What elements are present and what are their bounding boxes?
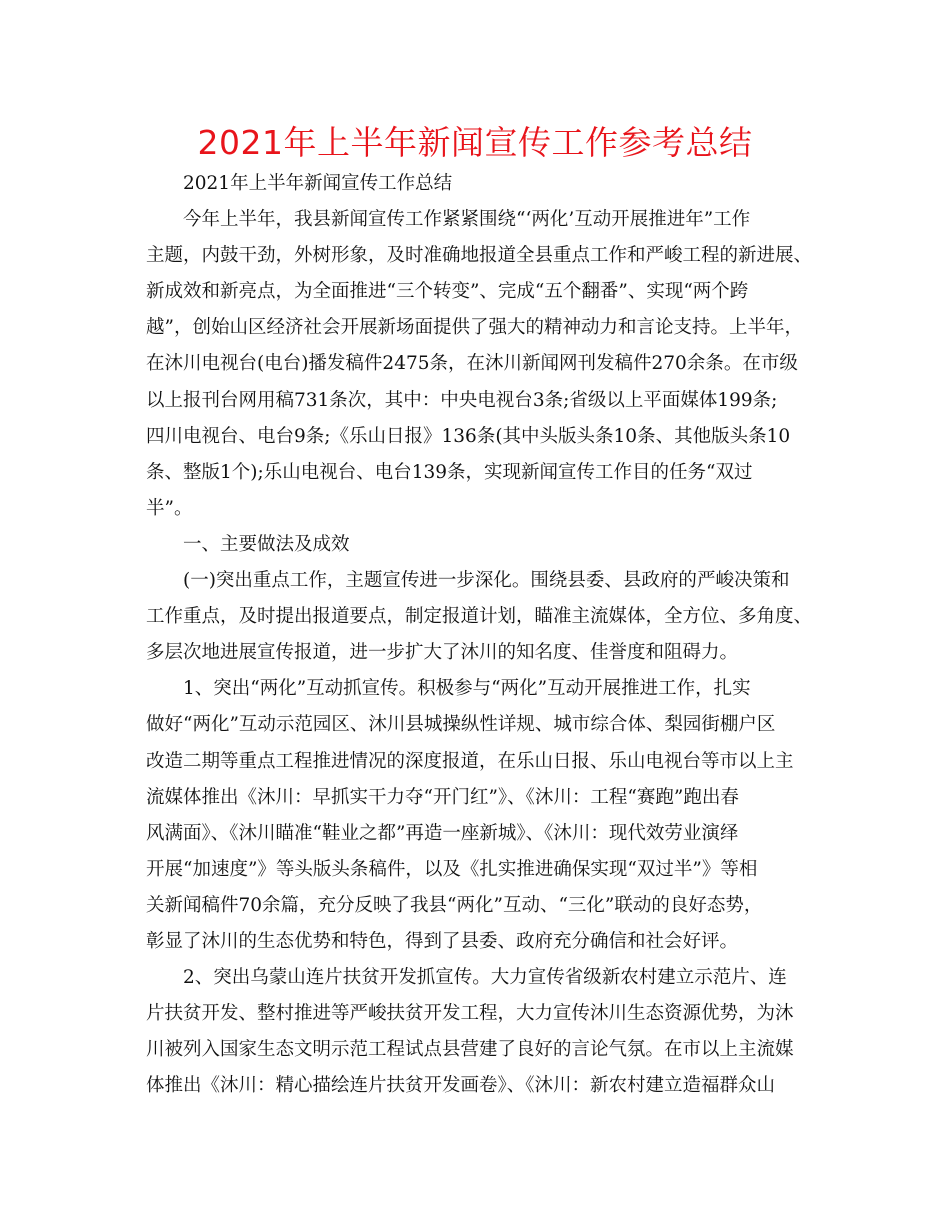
body-line: 四川电视台、电台9条;《乐山日报》136条(其中头版头条10条、其他版头条10 [146,425,791,447]
body-line: 2、突出乌蒙山连片扶贫开发抓宣传。大力宣传省级新农村建立示范片、连 [183,967,787,989]
body-line: 今年上半年，我县新闻宣传工作紧紧围绕“‘两化’互动开展推进年”工作 [183,209,751,231]
body-line: 条、整版1个);乐山电视台、电台139条，实现新闻宣传工作目的任务“双过 [146,461,753,483]
body-line: 风满面》、《沐川瞄准“鞋业之都”再造一座新城》、《沐川：现代效劳业演绎 [146,822,739,844]
body-line: 工作重点，及时提出报道要点，制定报道计划，瞄准主流媒体，全方位、多角度、 [146,606,813,628]
body-line: 片扶贫开发、整村推进等严峻扶贫开发工程，大力宣传沐川生态资源优势，为沐 [146,1003,794,1025]
body-line: 半”。 [146,497,193,519]
body-line: 川被列入国家生态文明示范工程试点县营建了良好的言论气氛。在市以上主流媒 [146,1039,794,1061]
body-line: 开展“加速度”》等头版头条稿件，以及《扎实推进确保实现“双过半”》等相 [146,858,758,880]
body-line: 做好“两化”互动示范园区、沐川县城操纵性详规、城市综合体、梨园街棚户区 [146,714,776,736]
body-line: 2021年上半年新闻宣传工作总结 [183,173,453,194]
body-line: 越”，创始山区经济社会开展新场面提供了强大的精神动力和言论支持。上半年， [146,317,803,339]
body-line: 新成效和新亮点，为全面推进“三个转变”、完成“五个翻番”、实现“两个跨 [146,281,749,303]
document-body [146,166,821,1104]
body-line: 关新闻稿件70余篇，充分反映了我县“两化”互动、“三化”联动的良好态势， [146,894,763,916]
body-line: 彰显了沐川的生态优势和特色，得到了县委、政府充分确信和社会好评。 [146,930,739,952]
body-line: 在沐川电视台(电台)播发稿件2475条，在沐川新闻网刊发稿件270余条。在市级 [146,353,798,375]
body-line: 以上报刊台网用稿731条次，其中：中央电视台3条;省级以上平面媒体199条; [146,389,778,411]
body-line: 1、突出“两化”互动抓宣传。积极参与“两化”互动开展推进工作，扎实 [183,678,751,700]
body-line: 流媒体推出《沐川：早抓实干力夺“开门红”》、《沐川：工程“赛跑”跑出春 [146,786,739,808]
document-title: 2021年上半年新闻宣传工作参考总结 [197,123,753,162]
body-line: 主题，内鼓干劲，外树形象，及时准确地报道全县重点工作和严峻工程的新进展、 [146,245,813,267]
body-line: (一)突出重点工作，主题宣传进一步深化。围绕县委、县政府的严峻决策和 [183,570,790,592]
body-line: 体推出《沐川：精心描绘连片扶贫开发画卷》、《沐川：新农村建立造福群众山 [146,1075,776,1097]
body-line: 多层次地进展宣传报道，进一步扩大了沐川的知名度、佳誉度和阻碍力。 [146,642,739,664]
body-line: 改造二期等重点工程推进情况的深度报道，在乐山日报、乐山电视台等市以上主 [146,750,794,772]
body-line: 一、主要做法及成效 [183,533,350,555]
